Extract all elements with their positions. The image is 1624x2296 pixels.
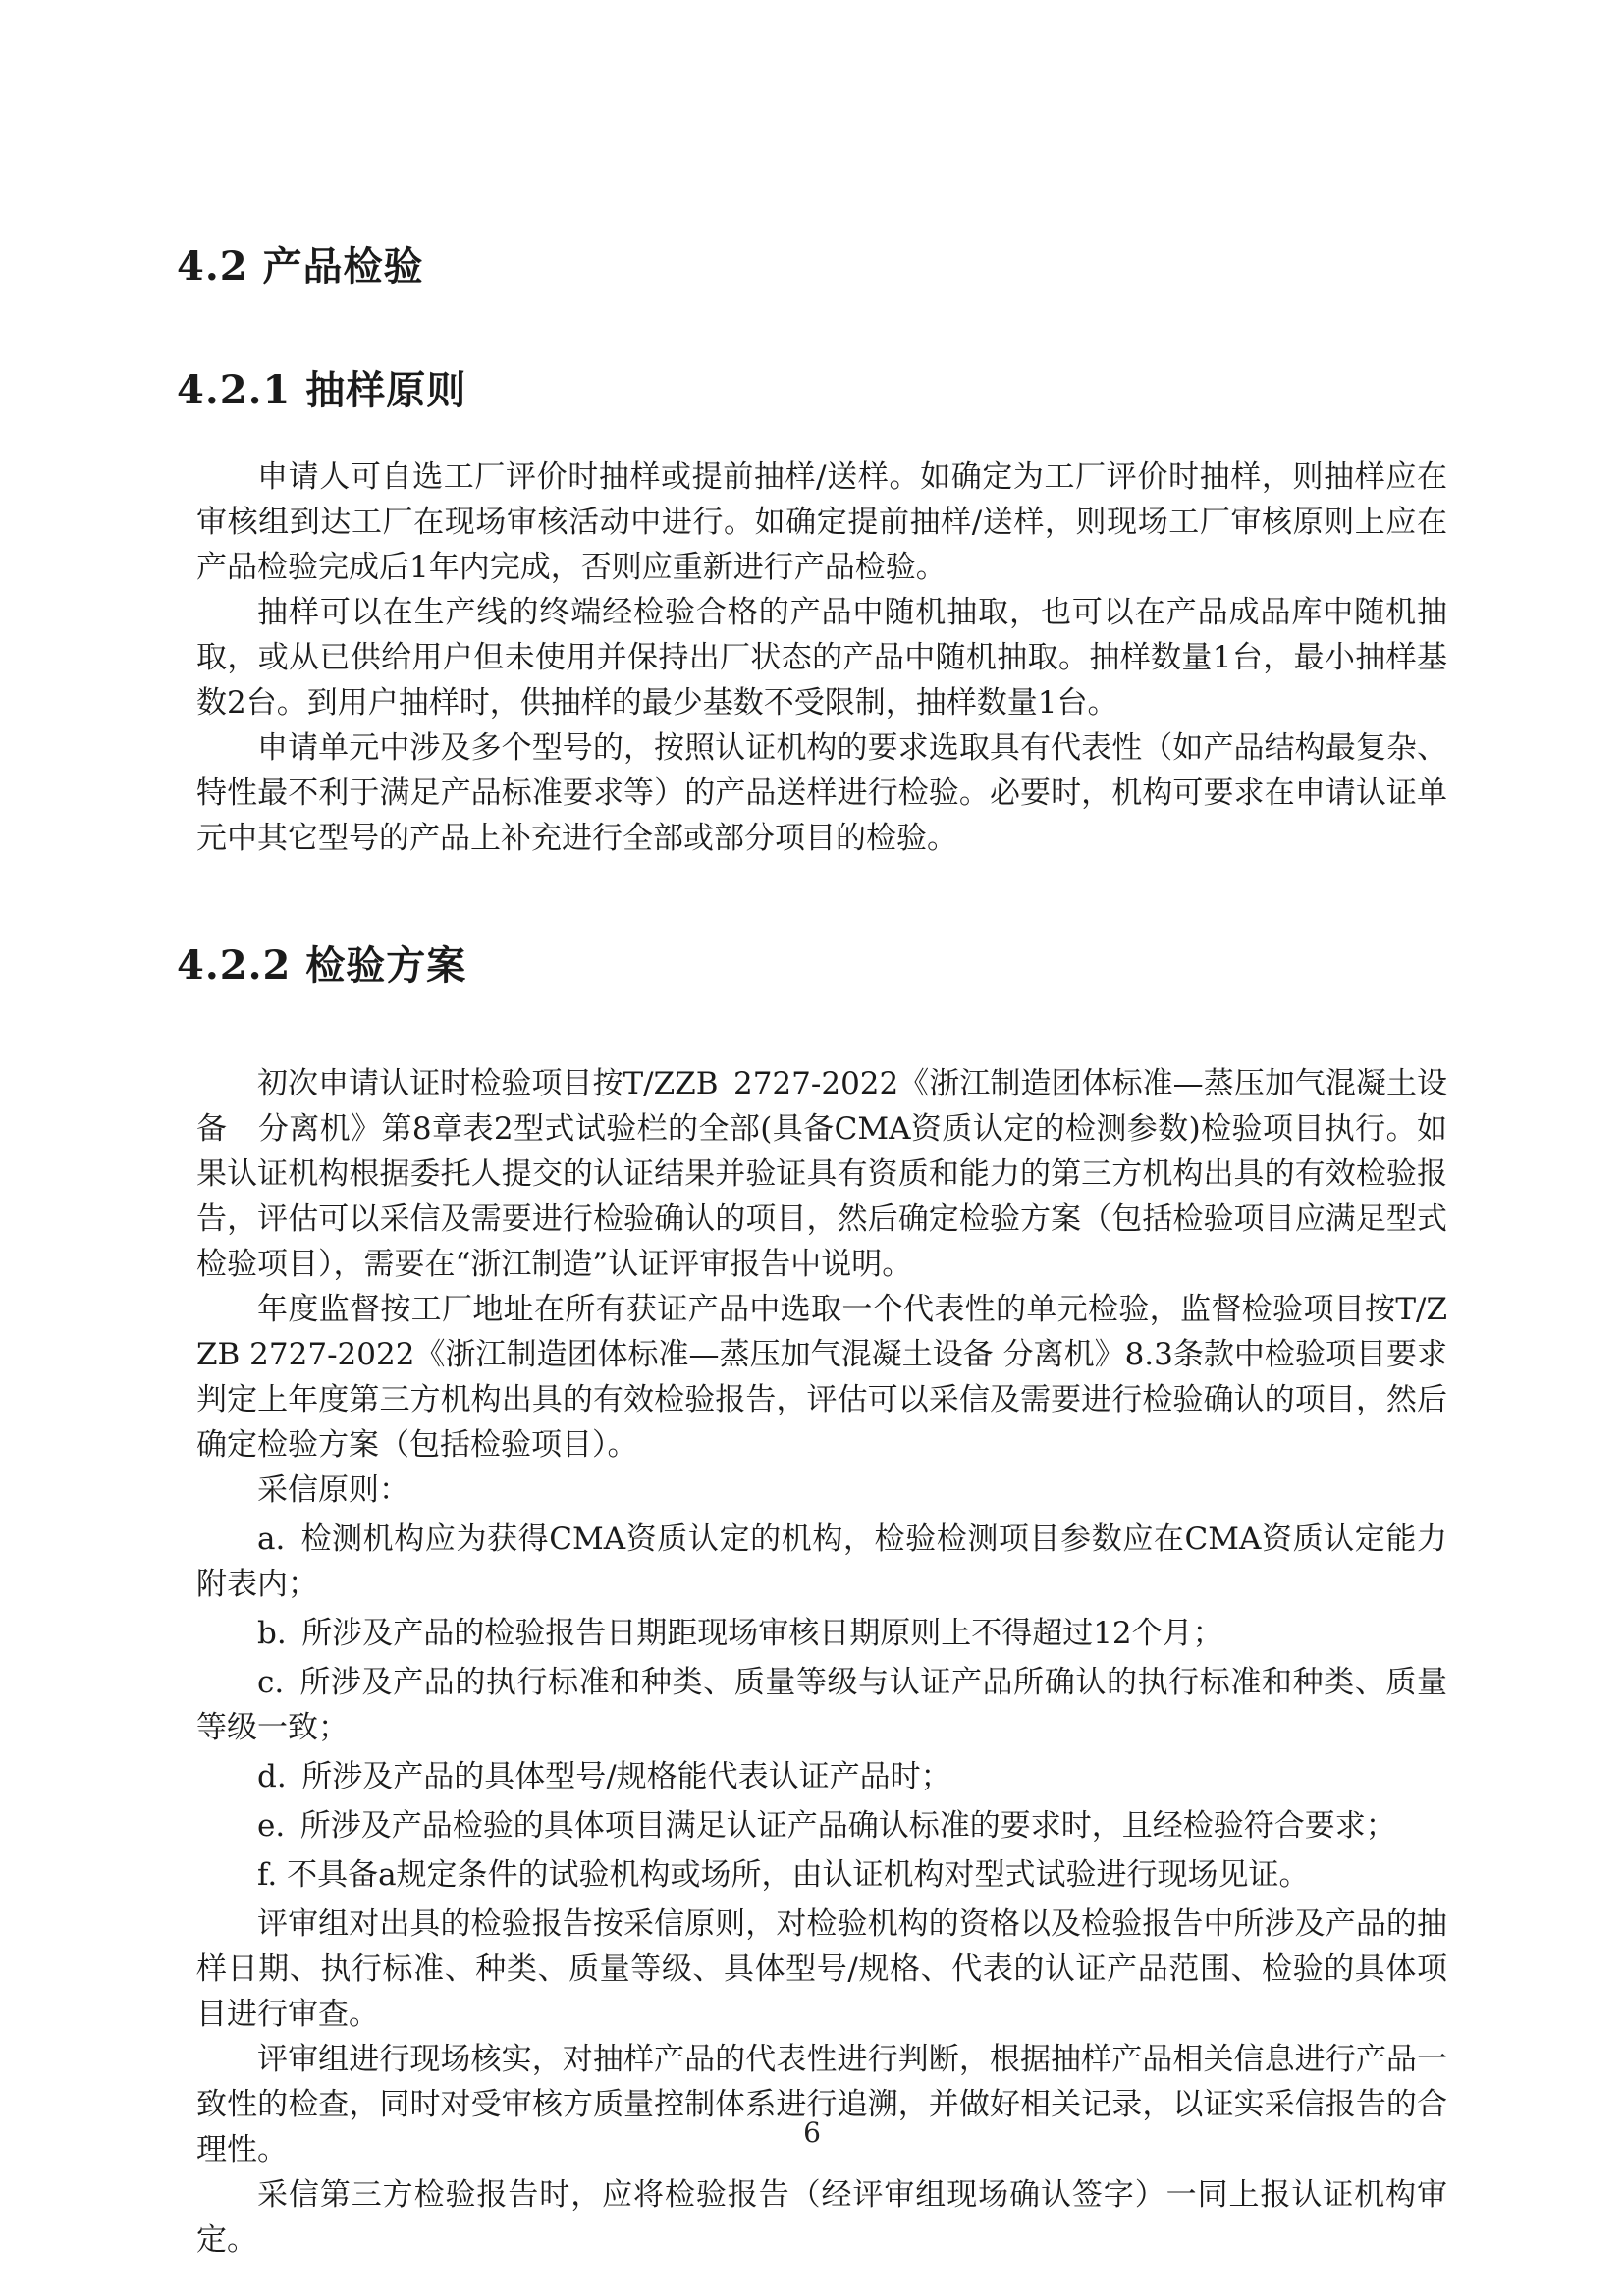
paragraph-initial-certification-plan: 初次申请认证时检验项目按T/ZZB 2727-2022《浙江制造团体标准—蒸压加气混凝土设备 分离机》第8章表2型式试验栏的全部(具备CMA资质认定的检测参数)检验项目执行。如果认证机构根据委托人提交的认证结果并验证具有资质和能力的第三方机构出具的有效检验报告，评估可以采信及需要进行检验确认的项目，然后确定检验方案（包括检验项目应满足型式检验项目），需要在“浙江制造”认证评审报告中说明。 bbox=[196, 1066, 1447, 1282]
paragraph-sampling-models: 申请单元中涉及多个型号的，按照认证机构的要求选取具有代表性（如产品结构最复杂、特性最不利于满足产品标准要求等）的产品送样进行检验。必要时，机构可要求在申请认证单元中其它型号的产品上补充进行全部或部分项目的检验。 bbox=[196, 730, 1447, 856]
trust-principle-item-b: b. 所涉及产品的检验报告日期距现场审核日期原则上不得超过12个月； bbox=[257, 1616, 1223, 1651]
page-number: 6 bbox=[803, 2116, 821, 2149]
paragraph-onsite-verification: 评审组进行现场核实，对抽样产品的代表性进行判断，根据抽样产品相关信息进行产品一致性的检查，同时对受审核方质量控制体系进行追溯，并做好相关记录，以证实采信报告的合理性。 bbox=[196, 2042, 1447, 2167]
trust-principles-list bbox=[196, 1517, 1447, 1897]
section-heading-4-2: 4.2 产品检验 bbox=[177, 243, 424, 290]
paragraph-report-submission: 采信第三方检验报告时，应将检验报告（经评审组现场确认签字）一同上报认证机构审定。 bbox=[196, 2177, 1447, 2258]
paragraph-sampling-quantity: 抽样可以在生产线的终端经检验合格的产品中随机抽取，也可以在产品成品库中随机抽取，或从已供给用户但未使用并保持出厂状态的产品中随机抽取。抽样数量1台，最小抽样基数2台。到用户抽样时，供抽样的最少基数不受限制，抽样数量1台。 bbox=[196, 595, 1447, 721]
paragraph-review-team-audit: 评审组对出具的检验报告按采信原则，对检验机构的资格以及检验报告中所涉及产品的抽样日期、执行标准、种类、质量等级、具体型号/规格、代表的认证产品范围、检验的具体项目进行审查。 bbox=[196, 1906, 1447, 2032]
trust-principle-item-a: a. 检测机构应为获得CMA资质认定的机构，检验检测项目参数应在CMA资质认定能力附表内； bbox=[196, 1522, 1447, 1602]
paragraph-sampling-selection: 申请人可自选工厂评价时抽样或提前抽样/送样。如确定为工厂评价时抽样，则抽样应在审核组到达工厂在现场审核活动中进行。如确定提前抽样/送样，则现场工厂审核原则上应在产品检验完成后1年内完成，否则应重新进行产品检验。 bbox=[196, 459, 1447, 585]
page-content bbox=[177, 0, 1447, 2263]
subsection-heading-4-2-1: 4.2.1 抽样原则 bbox=[177, 367, 467, 413]
trust-principle-item-c: c. 所涉及产品的执行标准和种类、质量等级与认证产品所确认的执行标准和种类、质量等级一致； bbox=[196, 1665, 1447, 1745]
trust-principle-item-f: f. 不具备a规定条件的试验机构或场所，由认证机构对型式试验进行现场见证。 bbox=[257, 1857, 1310, 1893]
paragraph-annual-supervision-plan: 年度监督按工厂地址在所有获证产品中选取一个代表性的单元检验，监督检验项目按T/ZZB 2727-2022《浙江制造团体标准—蒸压加气混凝土设备 分离机》8.3条款中检验项目要求判定上年度第三方机构出具的有效检验报告，评估可以采信及需要进行检验确认的项目，然后确定检验方案（包括检验项目）。 bbox=[196, 1292, 1447, 1463]
trust-principle-item-d: d. 所涉及产品的具体型号/规格能代表认证产品时； bbox=[257, 1759, 951, 1794]
trust-principles-label: 采信原则： bbox=[257, 1472, 409, 1508]
trust-principle-item-e: e. 所涉及产品检验的具体项目满足认证产品确认标准的要求时，且经检验符合要求； bbox=[257, 1808, 1396, 1843]
subsection-heading-4-2-2: 4.2.2 检验方案 bbox=[177, 942, 467, 988]
